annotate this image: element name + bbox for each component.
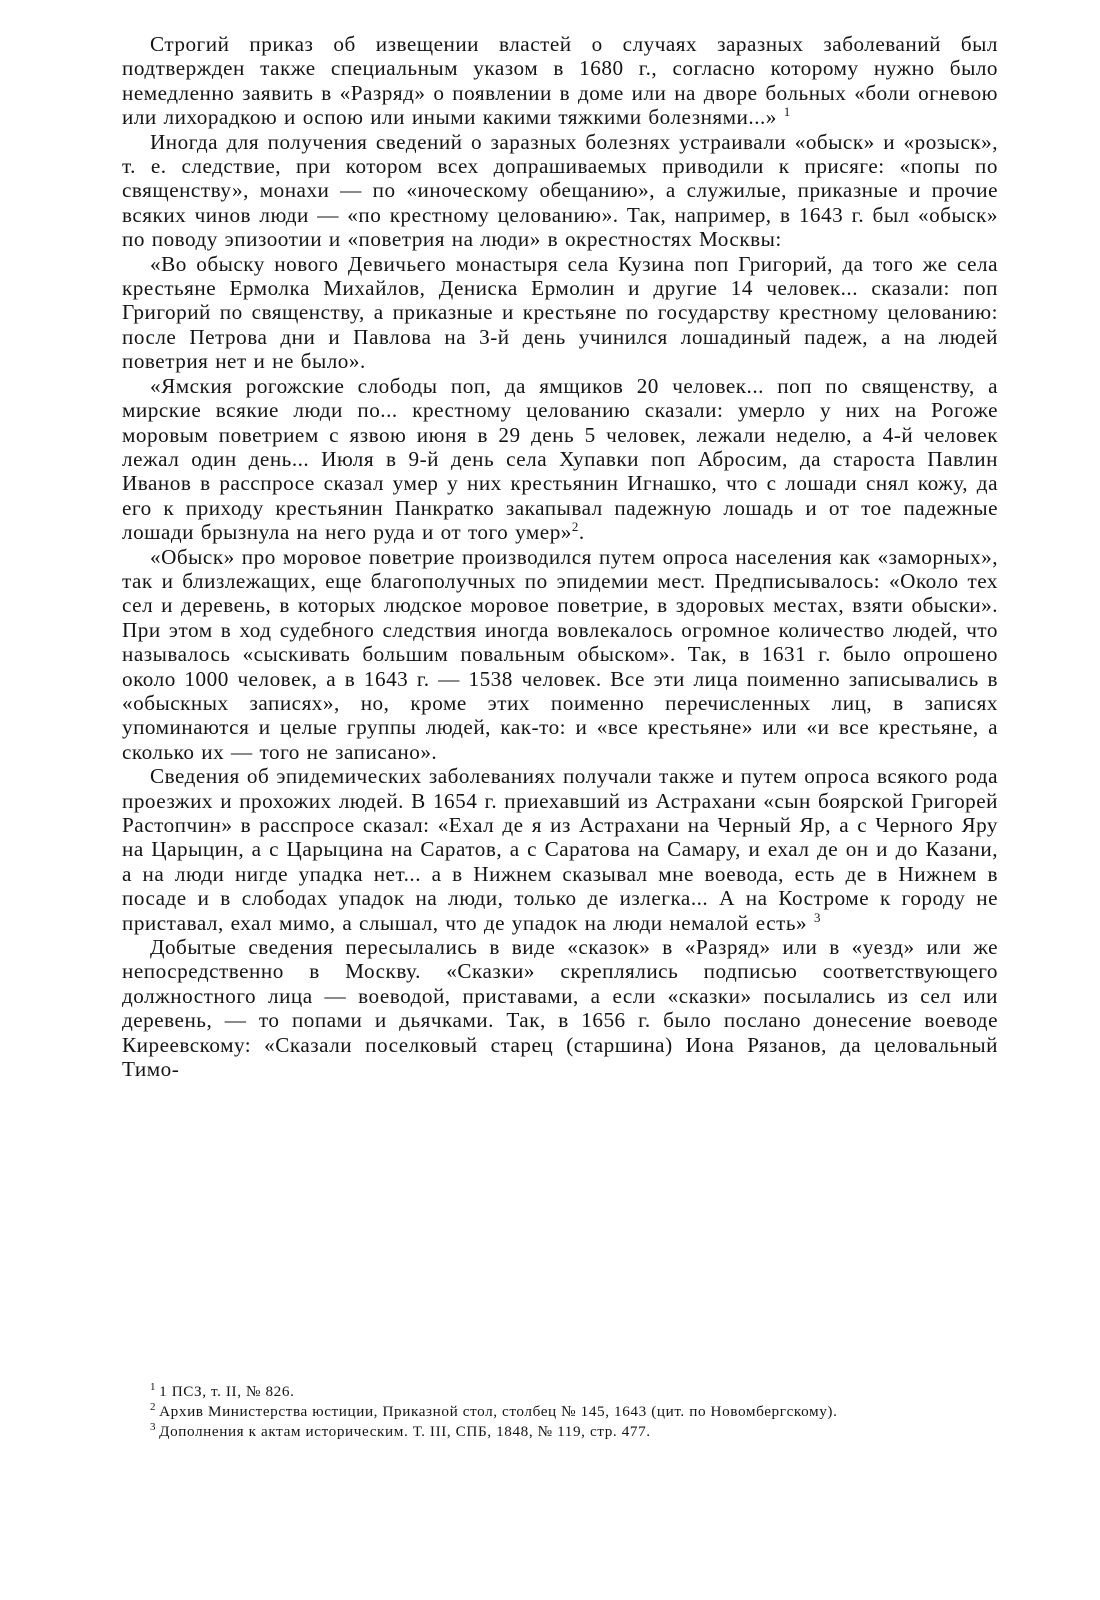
- footnote-ref-1: 1: [783, 104, 791, 120]
- paragraph-6: Сведения об эпидемических заболеваниях получали также и путем опроса всякого рода проезжих и прохожих людей. В 1654 г. приехавший из Астрахани «сын боярской Григорей Растопчин» в расспросе сказал: «Ехал де я из Астрахани на Черный Яр, а с Черного Яру на Царыцин, а с Царыцина на Саратов, а с Саратова на Самару, и ехал де он и до Казани, а на люди нигде упадка нет... а в Нижнем сказывал мне воевода, есть де в Нижнем в посаде и в слободах упадок на люди, только де излегка... А на Костроме к городу не приставал, ехал мимо, а слышал, что де упадок на люди немалой есть» $^3$: [122, 764, 998, 935]
- paragraph-7: Добытые сведения пересылались в виде «сказок» в «Разряд» или в «уезд» или же непосредственно в Москву. «Сказки» скреплялись подписью соответствующего должностного лица — воеводой, приставами, а если «сказки» посылались из сел или деревень, — то попами и дьячками. Так, в 1656 г. было послано донесение воеводе Киреевскому: «Сказали поселковый старец (старшина) Иона Рязанов, да целовальный Тимо-: [122, 935, 998, 1082]
- footnotes: [122, 1382, 998, 1442]
- paragraph-5: «Обыск» про моровое поветрие производился путем опроса населения как «заморных», так и близлежащих, еще благополучных по эпидемии мест. Предписывалось: «Около тех сел и деревень, в которых людское моровое поветрие, в здоровых местах, взяти обыски». При этом в ход судебного следствия иногда вовлекалось огромное количество людей, что называлось «сыскивать большим повальным обыском». Так, в 1631 г. было опрошено около 1000 человек, а в 1643 г. — 1538 человек. Все эти лица поименно записывались в «обыскных записях», но, кроме этих поименно перечисленных лиц, в записях упоминаются и целые группы людей, как-то: и «все крестьяне» или «и все крестьяне, а сколько их — того не записано».: [122, 544, 998, 764]
- footnote-2: $^2$ Архив Министерства юстиции, Приказной стол, столбец № 145, 1643 (цит. по Новомбергскому).: [150, 1400, 838, 1420]
- footnote-3: $^3$ Дополнения к актам историческим. Т. III, СПБ, 1848, № 119, стр. 477.: [150, 1420, 651, 1440]
- footnote-ref-3: 3: [813, 909, 821, 925]
- footnote-1: $^1$ 1 ПСЗ, т. II, № 826.: [150, 1380, 295, 1400]
- paragraph-2: Иногда для получения сведений о заразных болезнях устраивали «обыск» и «розыск», т. е. следствие, при котором всех допрашиваемых приводили к присяге: «попы по священству», монахи — по «иноческому обещанию», а служилые, приказные и прочие всяких чинов люди — «по крестному целованию». Так, например, в 1643 г. был «обыск» по поводу эпизоотии и «поветрия на люди» в окрестностях Москвы:: [122, 129, 998, 252]
- footnote-ref-2: 2: [571, 519, 579, 535]
- page-body: [122, 32, 998, 1081]
- paragraph-1: Строгий приказ об извещении властей о случаях заразных заболеваний был подтвержден также специальным указом в 1680 г., согласно которому нужно было немедленно заявить в «Разряд» о появлении в доме или на дворе больных «боли огневою или лихорадкою и оспою или иными какими тяжкими болезнями...» $^1$: [122, 32, 998, 130]
- paragraph-3: «Во обыску нового Девичьего монастыря села Кузина поп Григорий, да того же села крестьяне Ермолка Михайлов, Дениска Ермолин и другие 14 человек... сказали: поп Григорий по священству, а приказные и крестьяне по государству крестному целованию: после Петрова дни и Павлова на 3-й день учинился лошадиный падеж, а на людей поветрия нет и не было».: [122, 251, 998, 374]
- paragraph-4: «Ямския рогожские слободы поп, да ямщиков 20 человек... поп по священству, а мирские всякие люди по... крестному целованию сказали: умерло у них на Рогоже моровым поветрием с язвою июня в 29 день 5 человек, лежали неделю, а 4-й человек лежал один день... Июля в 9-й день села Хупавки поп Абросим, да староста Павлин Иванов в расспросе сказал умер у них крестьянин Игнашко, что с лошади снял кожу, да его к приходу крестьянин Панкратко закапывал падежную лошадь и от тое падежные лошади брызнула на него руда и от того умер»$^2$.: [122, 373, 998, 545]
